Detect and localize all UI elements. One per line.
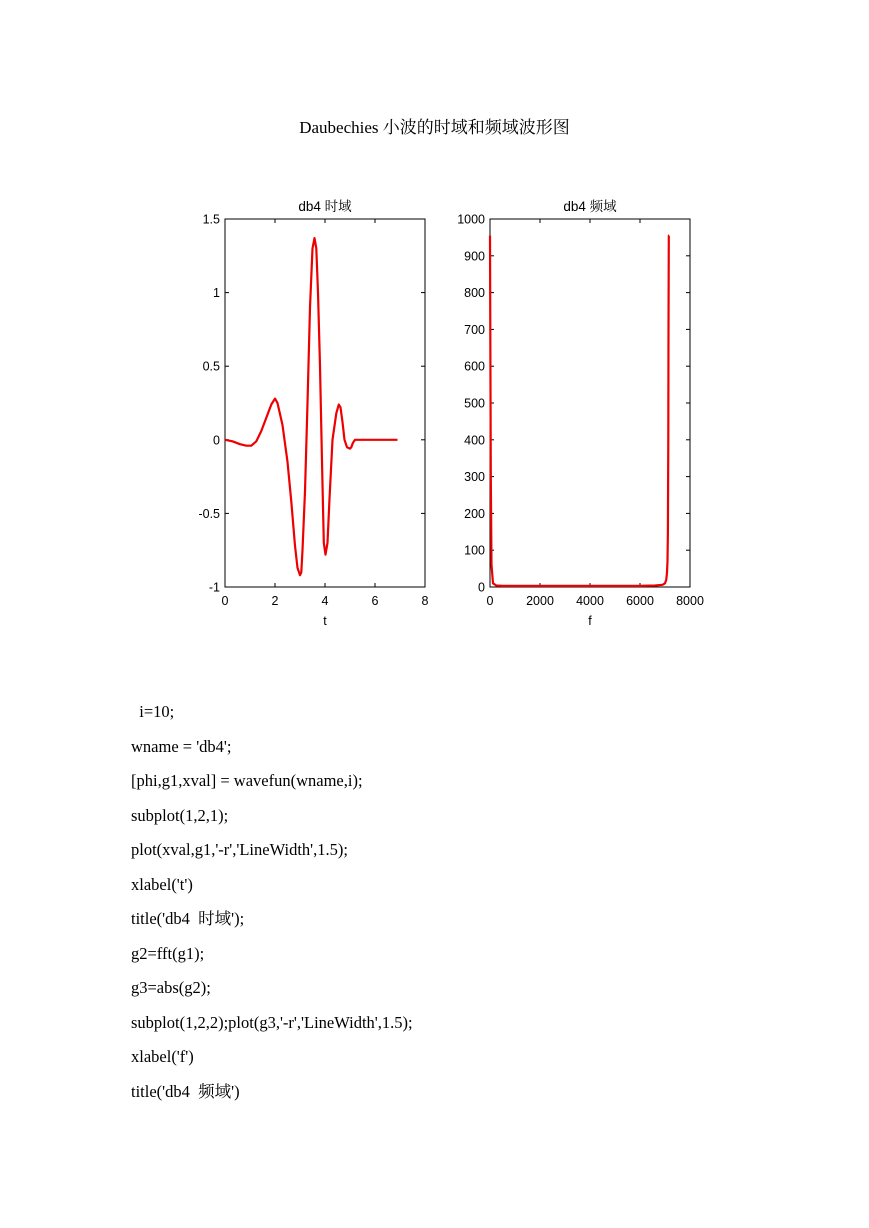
y-tick-label: 0 — [213, 433, 220, 448]
y-tick-label: 900 — [464, 249, 485, 264]
y-tick-label: 0.5 — [202, 359, 220, 374]
code-line: g3=abs(g2); — [131, 978, 211, 997]
code-line: title('db4 时域'); — [131, 909, 245, 928]
y-tick-label: 800 — [464, 286, 485, 301]
x-tick-label: 8 — [421, 594, 429, 608]
plot-area — [490, 219, 690, 587]
code-listing — [131, 700, 413, 1114]
y-tick-label: 100 — [464, 543, 485, 558]
x-tick-label: 2 — [271, 594, 279, 608]
y-tick-label: 1.5 — [202, 212, 220, 227]
y-tick-label: 600 — [464, 359, 485, 374]
y-tick-label: -1 — [208, 580, 220, 595]
y-tick-label: 300 — [464, 470, 485, 485]
x-tick-label: 4 — [321, 594, 329, 608]
plot-area — [225, 219, 425, 587]
x-tick-label: 6000 — [626, 594, 654, 608]
y-tick-label: 200 — [464, 506, 485, 521]
figure — [0, 180, 869, 628]
x-tick-label: 4000 — [576, 594, 604, 608]
y-tick-label: 500 — [464, 396, 485, 411]
y-tick-label: 1000 — [457, 212, 485, 227]
x-tick-label: 0 — [486, 594, 494, 608]
x-tick-label: 8000 — [676, 594, 704, 608]
y-tick-label: 400 — [464, 433, 485, 448]
code-line: title('db4 频域') — [131, 1081, 240, 1101]
code-line: wname = 'db4'; — [131, 736, 232, 756]
y-tick-label: -0.5 — [198, 506, 220, 521]
code-line: g2=fft(g1); — [131, 943, 205, 963]
code-line: subplot(1,2,1); — [131, 805, 229, 825]
frequency-domain-axes — [457, 199, 704, 628]
code-line: i=10; — [131, 702, 175, 721]
x-axis-label: t — [323, 614, 327, 628]
axes-title: db4 时域 — [298, 199, 352, 214]
code-line: xlabel('f') — [131, 1047, 194, 1066]
y-tick-label: 0 — [478, 580, 485, 595]
axes-title: db4 频域 — [563, 199, 617, 214]
x-tick-label: 6 — [371, 594, 379, 608]
code-line: [phi,g1,xval] = wavefun(wname,i); — [131, 771, 363, 790]
code-line: subplot(1,2,2);plot(g3,'-r','LineWidth',1.5); — [131, 1012, 413, 1032]
document-title: Daubechies 小波的时域和频域波形图 — [299, 118, 570, 137]
code-line: xlabel('t') — [131, 874, 193, 894]
x-tick-label: 0 — [221, 594, 229, 608]
x-tick-label: 2000 — [526, 594, 554, 608]
y-tick-label: 1 — [213, 286, 220, 301]
time-domain-axes — [198, 199, 428, 628]
y-tick-label: 700 — [464, 322, 485, 337]
code-line: plot(xval,g1,'-r','LineWidth',1.5); — [131, 840, 348, 859]
x-axis-label: f — [588, 614, 592, 628]
